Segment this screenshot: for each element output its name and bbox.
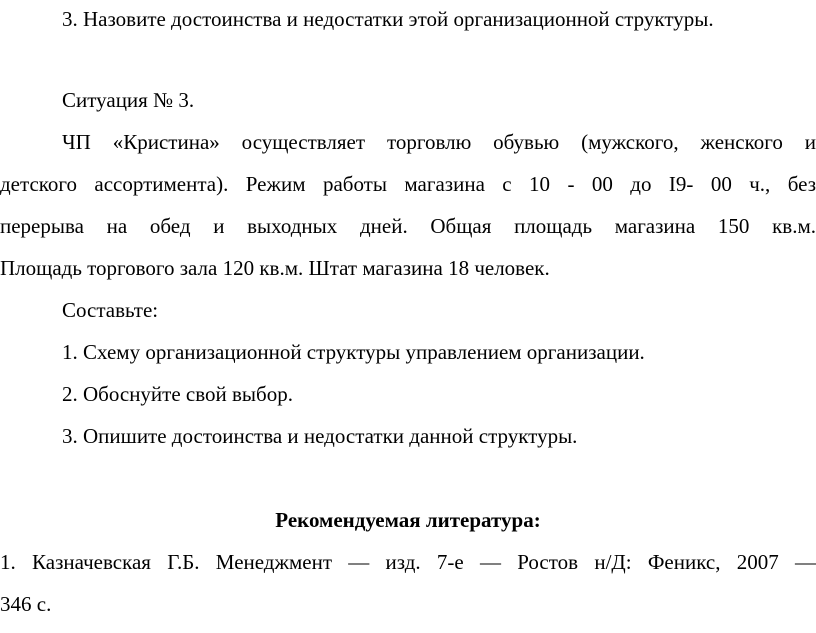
paragraph-line-1: ЧП «Кристина» осуществляет торговлю обувью (мужского, женского и: [62, 130, 816, 154]
task-item-2: 2. Обоснуйте свой выбор.: [62, 382, 293, 406]
literature-item-1-line-1: 1. Казначевская Г.Б. Менеджмент — изд. 7-е — Ростов н/Д: Феникс, 2007 —: [0, 550, 816, 574]
compose-label: Составьте:: [62, 298, 159, 322]
literature-heading: Рекомендуемая литература:: [275, 508, 541, 532]
paragraph-line-2: детского ассортимента). Режим работы магазина с 10 - 00 до I9- 00 ч., без: [0, 172, 816, 196]
task-item-3: 3. Опишите достоинства и недостатки данной структуры.: [62, 424, 578, 448]
literature-item-1-line-2: 346 с.: [0, 592, 52, 616]
paragraph-line-3: перерыва на обед и выходных дней. Общая площадь магазина 150 кв.м.: [0, 214, 816, 238]
paragraph-line-4: Площадь торгового зала 120 кв.м. Штат магазина 18 человек.: [0, 256, 550, 280]
task-item-1: 1. Схему организационной структуры управлением организации.: [62, 340, 645, 364]
question-3-previous: 3. Назовите достоинства и недостатки этой организационной структуры.: [62, 7, 714, 31]
situation-title: Ситуация № 3.: [62, 88, 195, 112]
